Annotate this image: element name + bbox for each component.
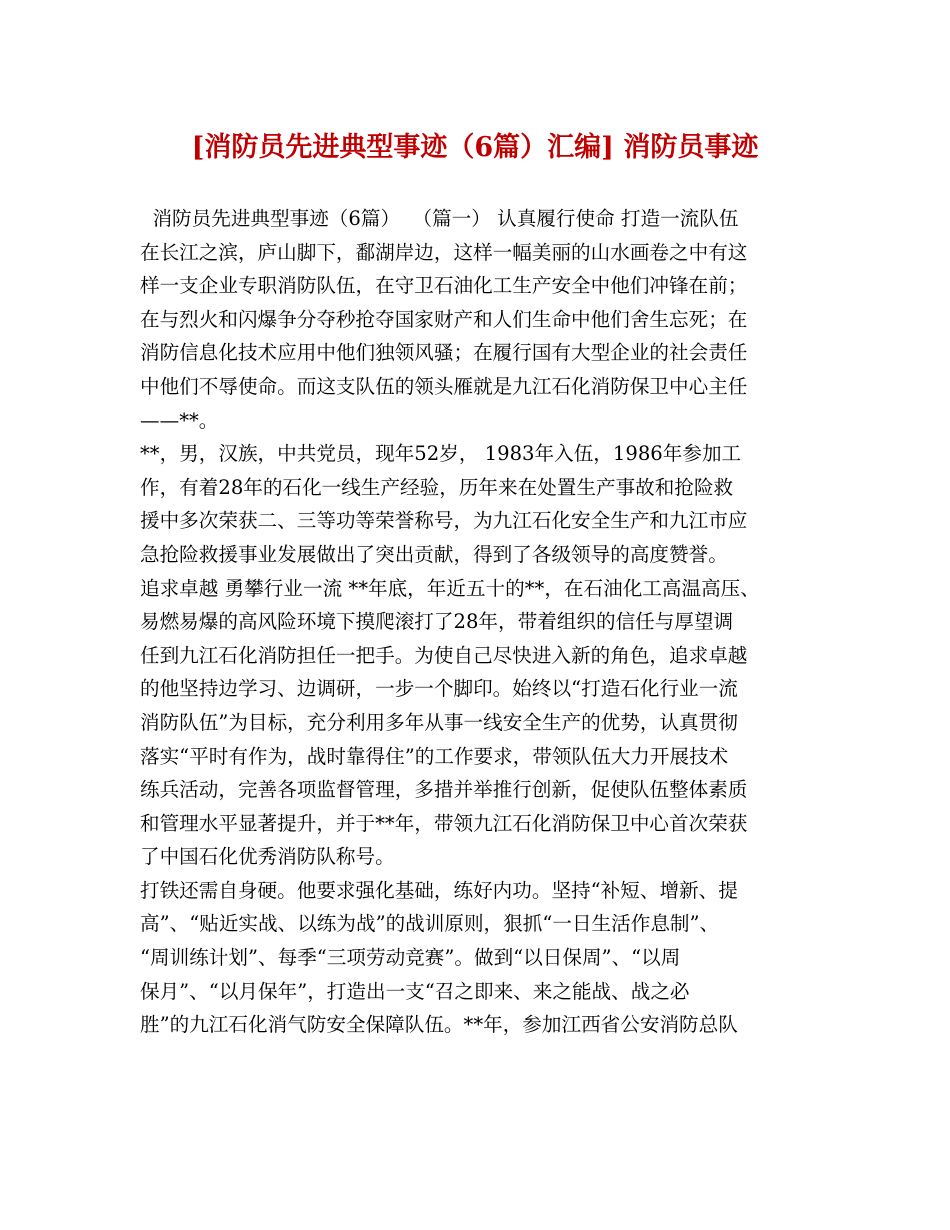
paragraph-line: 消防队伍”为目标，充分利用多年从事一线安全生产的优势，认真贯彻 [140, 710, 738, 734]
paragraph-line: 高”、“贴近实战、以练为战”的战训原则，狠抓“一日生活作息制”、 [140, 912, 720, 936]
paragraph-line: 消防信息化技术应用中他们独领风骚；在履行国有大型企业的社会责任 [140, 341, 748, 365]
paragraph-line: 保月”、“以月保年”，打造出一支“召之即来、来之能战、战之必 [140, 979, 690, 1003]
paragraph-line: 练兵活动，完善各项监督管理，多措并举推行创新，促使队伍整体素质 [140, 778, 748, 802]
paragraph-line: 在与烈火和闪爆争分夺秒抢夺国家财产和人们生命中他们舍生忘死；在 [140, 307, 748, 331]
paragraph-line: 打铁还需自身硬。他要求强化基础，练好内功。坚持“补短、增新、提 [140, 878, 738, 902]
paragraph-line: 了中国石化优秀消防队称号。 [140, 845, 395, 869]
paragraph-line: 任到九江石化消防担任一把手。为使自己尽快进入新的角色，追求卓越 [140, 643, 748, 667]
document-title: [消防员先进典型事迹（6篇）汇编] 消防员事迹 [191, 132, 759, 163]
paragraph-line: 中他们不辱使命。而这支队伍的领头雁就是九江石化消防保卫中心主任 [140, 374, 748, 398]
paragraph-line: 落实“平时有作为，战时靠得住”的工作要求，带领队伍大力开展技术 [140, 744, 729, 768]
paragraph-line: 作，有着28年的石化一线生产经验，历年来在处置生产事故和抢险救 [140, 475, 734, 499]
paragraph-line: 援中多次荣获二、三等功等荣誉称号，为九江石化安全生产和九江市应 [140, 509, 748, 533]
paragraph-line: 追求卓越 勇攀行业一流 **年底，年近五十的**，在石油化工高温高压、 [140, 576, 760, 600]
paragraph-line: 和管理水平显著提升，并于**年，带领九江石化消防保卫中心首次荣获 [140, 811, 748, 835]
document-body [140, 202, 830, 1042]
paragraph-line: “周训练计划”、每季“三项劳动竞赛”。做到“以日保周”、“以周 [140, 946, 681, 970]
paragraph-line: 急抢险救援事业发展做出了突出贡献，得到了各级领导的高度赞誉。 [140, 542, 728, 566]
paragraph-line: 消防员先进典型事迹（6篇） （篇一） 认真履行使命 打造一流队伍 [140, 207, 739, 230]
paragraph-line: 易燃易爆的高风险环境下摸爬滚打了28年，带着组织的信任与厚望调 [140, 610, 734, 634]
paragraph-line: 在长江之滨，庐山脚下，鄱湖岸边，这样一幅美丽的山水画卷之中有这 [140, 240, 748, 264]
paragraph-line: 的他坚持边学习、边调研，一步一个脚印。始终以“打造石化行业一流 [140, 677, 738, 701]
paragraph-line: 样一支企业专职消防队伍，在守卫石油化工生产安全中他们冲锋在前； [140, 274, 748, 298]
paragraph-line: ——**。 [140, 408, 219, 432]
paragraph-line: **，男，汉族，中共党员，现年52岁， 1983年入伍，1986年参加工 [140, 442, 742, 466]
paragraph-line: 胜”的九江石化消气防安全保障队伍。**年，参加江西省公安消防总队 [140, 1013, 738, 1037]
